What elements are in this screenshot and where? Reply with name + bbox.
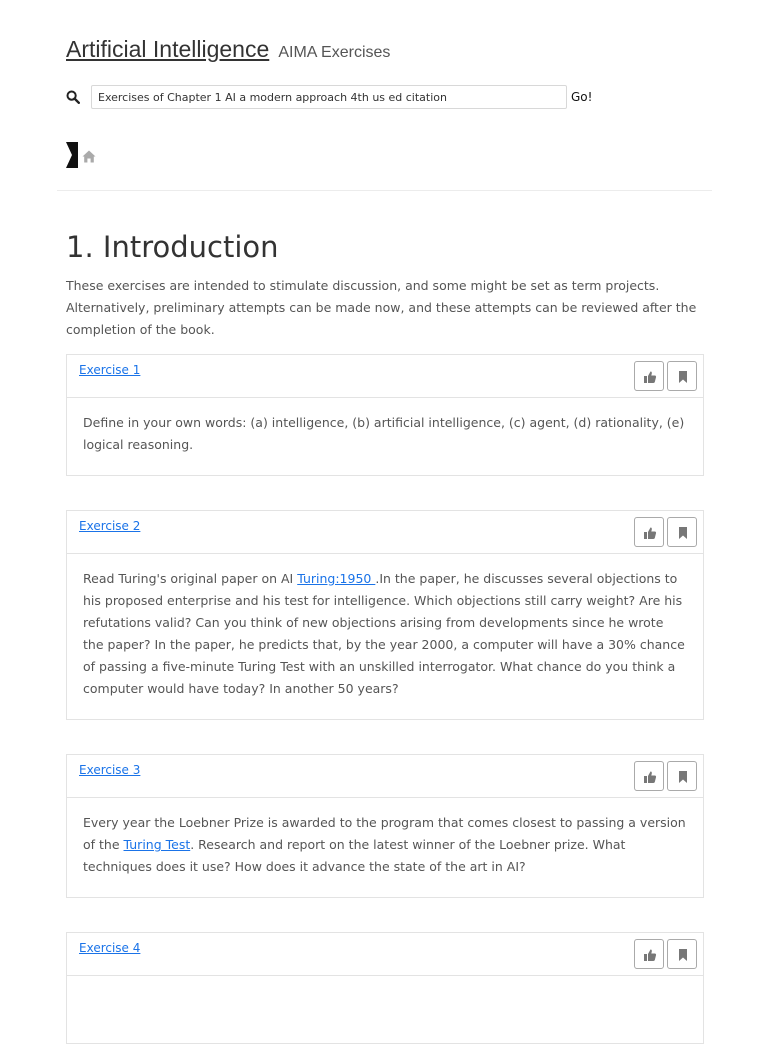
exercise-body [67,798,703,893]
thumbs-up-icon [643,770,657,784]
exercise-actions [631,761,697,791]
bookmark-icon [676,770,690,784]
exercise-actions [631,361,697,391]
exercise-card-header [67,511,703,554]
exercise-card-header [67,755,703,798]
exercise-card-header [67,355,703,398]
thumbs-up-icon [643,370,657,384]
citation-link[interactable]: Turing:1950 [297,571,376,586]
exercise-text: Define in your own words: (a) intelligence, (b) artificial intelligence, (c) agent, (d) rationality, (e) logical reasoning. [83,415,685,452]
search-input[interactable] [91,85,567,109]
upvote-button[interactable] [634,761,664,791]
header-divider [57,190,712,191]
exercise-actions [631,939,697,969]
exercise-link[interactable]: Exercise 3 [79,763,141,777]
exercise-card [66,754,704,898]
exercise-card [66,510,704,720]
upvote-button[interactable] [634,939,664,969]
exercise-body [67,976,703,1005]
exercise-text [83,568,687,700]
exercise-card [66,354,704,476]
exercise-actions [631,517,697,547]
sidebar-toggle-icon[interactable] [66,142,78,168]
bookmark-icon [676,526,690,540]
thumbs-up-icon [643,526,657,540]
bookmark-button[interactable] [667,517,697,547]
bookmark-icon [676,948,690,962]
bookmark-icon [676,370,690,384]
home-icon[interactable] [82,148,96,161]
go-button[interactable]: Go! [571,90,593,104]
upvote-button[interactable] [634,361,664,391]
exercise-body [67,398,703,471]
site-header [66,36,390,63]
intro-paragraph: These exercises are intended to stimulate discussion, and some might be set as term projects. Alternatively, preliminary attempts can be made now, and these attempts can be reviewed after the completion of the book. [66,278,697,337]
exercise-link[interactable]: Exercise 4 [79,941,141,955]
exercise-card-header [67,933,703,976]
exercise-text-end: .In the paper, he discusses several objections to his proposed enterprise and his test for intelligence. Which objections still carry weight? Are his refutations valid? Can you think of new objections arising from developments since he wrote the paper? In the paper, he predicts that, by the year 2000, a computer will have a 30% chance of passing a five-minute Turing Test with an unskilled interrogator. What chance do you think a computer would have today? In another 50 years? [83,571,685,696]
page-title: 1. Introduction [66,230,279,264]
exercise-link[interactable]: Exercise 2 [79,519,141,533]
exercise-text [83,812,687,878]
exercise-text-start: Every year the Loebner Prize is awarded to the program that comes closest to passing a version of the [83,815,686,852]
thumbs-up-icon [643,948,657,962]
upvote-button[interactable] [634,517,664,547]
exercise-link[interactable]: Exercise 1 [79,363,141,377]
site-title[interactable]: Artificial Intelligence [66,36,270,62]
turing-test-link[interactable]: Turing Test [123,837,191,852]
exercise-card [66,932,704,1044]
exercise-text-end: . Research and report on the latest winner of the Loebner prize. What techniques does it use? How does it advance the state of the art in AI? [83,837,626,874]
bookmark-button[interactable] [667,761,697,791]
site-subtitle: AIMA Exercises [278,44,391,61]
bookmark-button[interactable] [667,361,697,391]
exercise-text-start: Read Turing's original paper on AI [83,571,298,586]
exercise-body [67,554,703,715]
bookmark-button[interactable] [667,939,697,969]
search-icon[interactable] [66,89,80,103]
